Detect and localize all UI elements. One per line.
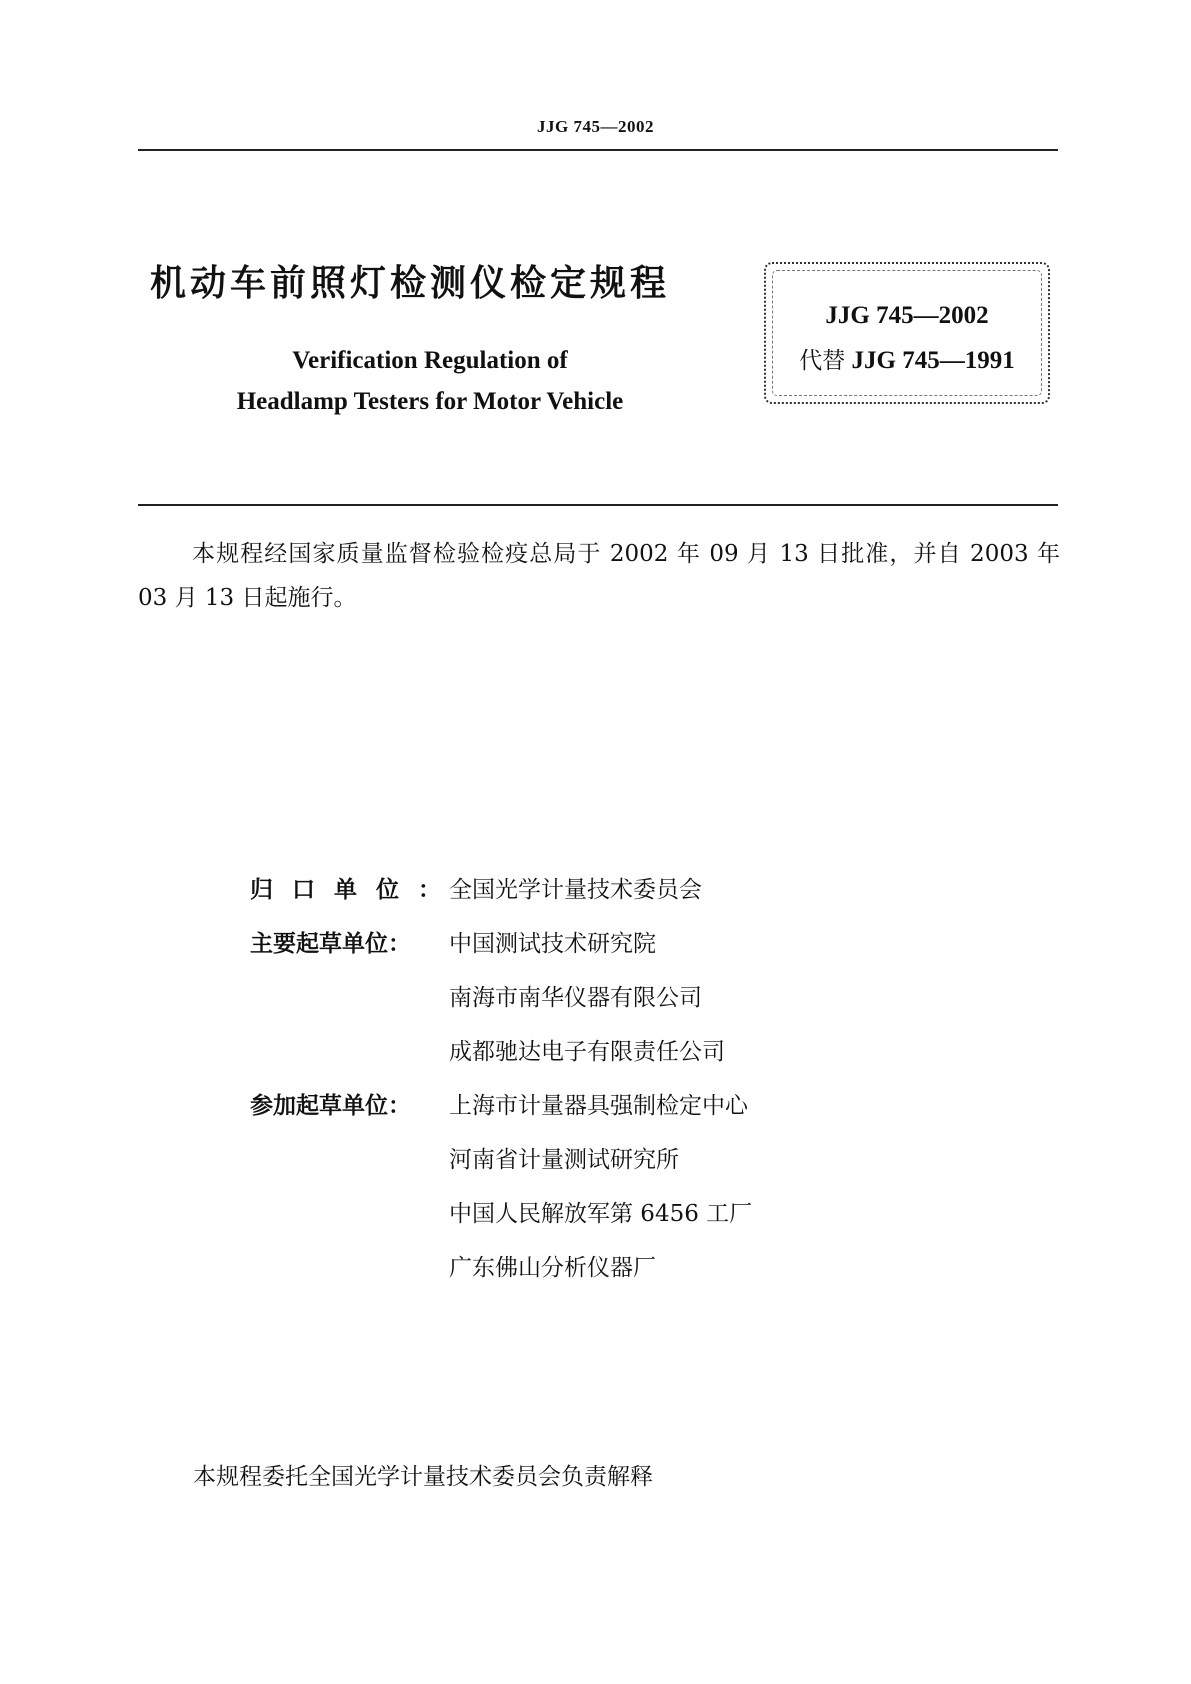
header-rule: [138, 149, 1058, 151]
section-rule: [138, 504, 1058, 506]
title-english-line-2: Headlamp Testers for Motor Vehicle: [236, 388, 624, 415]
title-english-line-1: Verification Regulation of: [292, 347, 568, 374]
title-english: [150, 340, 710, 422]
responsible-unit: 全国光学计量技术委员会: [449, 877, 702, 903]
participating-label: 参加起草单位：: [250, 1093, 411, 1119]
standard-code-box: [764, 262, 1050, 404]
replaces-line: [766, 342, 1048, 375]
main-drafting-unit: 成都驰达电子有限责任公司: [449, 1039, 725, 1065]
participating-unit: 上海市计量器具强制检定中心: [449, 1093, 748, 1119]
running-header: JJG 745—2002: [537, 117, 654, 136]
interpretation-note: 本规程委托全国光学计量技术委员会负责解释: [193, 1464, 653, 1490]
participating-unit: 河南省计量测试研究所: [449, 1147, 679, 1173]
title-chinese: 机动车前照灯检测仪检定规程: [150, 263, 671, 304]
approval-statement: 本规程经国家质量监督检验检疫总局于 2002 年 09 月 13 日批准，并自 2003 年 03 月 13 日起施行。: [138, 541, 1060, 611]
replaces-code: JJG 745—1991: [851, 347, 1015, 374]
standard-code: JJG 745—2002: [825, 302, 989, 329]
responsible-unit-label: 归口单位：: [250, 877, 460, 903]
main-drafting-label: 主要起草单位：: [250, 931, 411, 957]
main-drafting-unit: 南海市南华仪器有限公司: [449, 985, 702, 1011]
participating-unit: 广东佛山分析仪器厂: [449, 1255, 656, 1281]
participating-unit: 中国人民解放军第 6456 工厂: [449, 1201, 753, 1227]
replaces-prefix: 代替: [799, 348, 846, 374]
main-drafting-unit: 中国测试技术研究院: [449, 931, 656, 957]
